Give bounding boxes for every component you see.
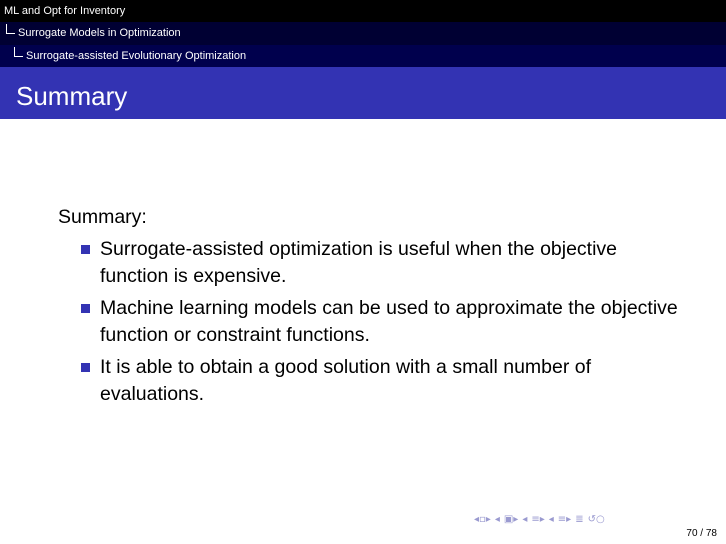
tree-branch-icon <box>6 24 15 34</box>
tree-branch-icon <box>14 47 23 57</box>
square-bullet-icon <box>81 363 90 372</box>
slide-content <box>58 204 678 413</box>
page-number: 70 / 78 <box>686 528 717 539</box>
nav-align-icon[interactable]: ≣ <box>575 513 584 525</box>
header-subsubsection-label: Surrogate-assisted Evolutionary Optimization <box>26 50 247 62</box>
summary-heading: Summary: <box>58 206 147 228</box>
bullet-item <box>78 295 678 348</box>
bullet-list <box>58 236 678 407</box>
nav-subsection-next-icon[interactable]: ≡▸ <box>531 513 545 525</box>
nav-frame-prev-icon[interactable]: ◂ <box>494 513 500 525</box>
nav-first-icon[interactable]: ◂▫▸ <box>474 513 491 525</box>
header-section-label: ML and Opt for Inventory <box>4 5 126 17</box>
slide-title: Summary <box>16 81 128 111</box>
bullet-item <box>78 354 678 407</box>
nav-section-next-icon[interactable]: ≡▸ <box>557 513 572 525</box>
nav-section-prev-icon[interactable]: ◂ <box>548 513 554 525</box>
square-bullet-icon <box>81 304 90 313</box>
header-section-row[interactable] <box>0 0 726 22</box>
bullet-item <box>78 236 678 289</box>
slide-title-bar <box>0 67 726 119</box>
nav-subsection-prev-icon[interactable]: ◂ <box>522 513 528 525</box>
nav-search-icon[interactable]: ↺○ <box>587 513 605 525</box>
bullet-text: It is able to obtain a good solution with a small number of evaluations. <box>100 356 592 405</box>
header-subsubsection-row[interactable] <box>0 45 726 67</box>
header-subsection-label: Surrogate Models in Optimization <box>18 27 181 39</box>
bullet-text: Surrogate-assisted optimization is useful when the objective function is expensive. <box>100 238 618 287</box>
bullet-text: Machine learning models can be used to approximate the objective function or constraint functions. <box>100 297 678 346</box>
square-bullet-icon <box>81 245 90 254</box>
nav-frame-next-icon[interactable]: ▣▸ <box>503 513 519 525</box>
navigation-bar <box>474 511 605 527</box>
header-subsection-row[interactable] <box>0 22 726 45</box>
